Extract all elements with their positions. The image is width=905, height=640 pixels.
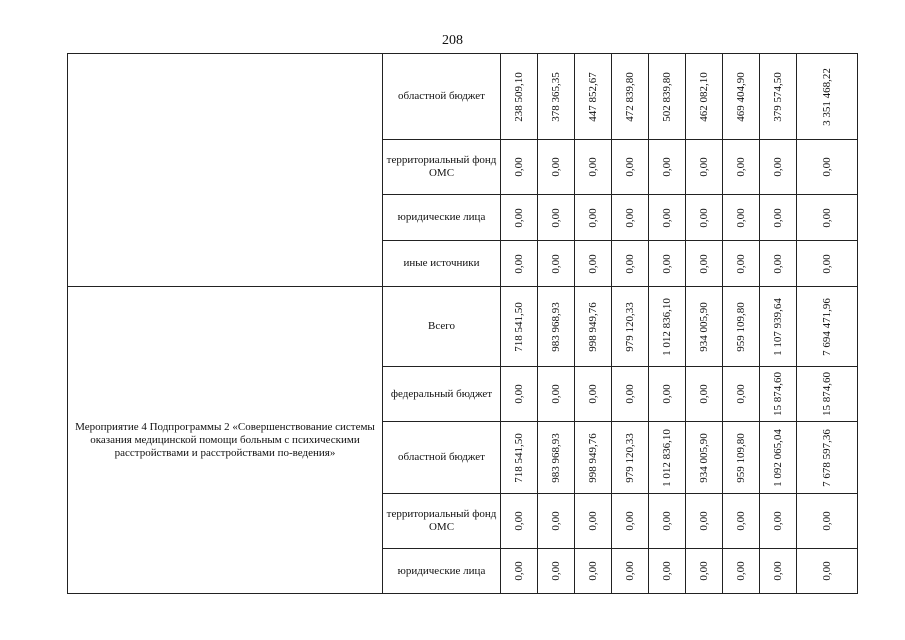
value-cell: [538, 140, 575, 195]
value-text: 718 541,50: [513, 432, 525, 483]
event-name-cell: [68, 54, 383, 287]
value-text: 0,00: [624, 511, 636, 531]
value-cell: [760, 422, 797, 494]
value-cell: [649, 54, 686, 140]
value-text: 0,00: [698, 253, 710, 274]
value-cell: [538, 287, 575, 367]
value-cell: [760, 54, 797, 140]
value-cell: [760, 494, 797, 549]
value-text: 238 509,10: [513, 71, 525, 122]
value-cell: [575, 494, 612, 549]
value-cell: [686, 494, 723, 549]
value-cell: [723, 195, 760, 241]
value-text: 7 694 471,96: [821, 297, 833, 356]
value-cell: [797, 549, 858, 594]
value-text: 447 852,67: [587, 71, 599, 122]
value-cell: [797, 140, 858, 195]
value-text: 959 109,80: [735, 301, 747, 352]
value-text: 0,00: [513, 384, 525, 404]
value-text: 0,00: [698, 511, 710, 531]
value-text: 462 082,10: [698, 71, 710, 122]
value-text: 1 107 939,64: [772, 297, 784, 356]
value-text: 0,00: [587, 561, 599, 581]
value-cell: [649, 549, 686, 594]
value-text: 0,00: [772, 157, 784, 177]
value-text: 0,00: [772, 561, 784, 581]
value-cell: [797, 287, 858, 367]
value-cell: [501, 54, 538, 140]
value-cell: [760, 140, 797, 195]
value-text: 0,00: [772, 253, 784, 274]
value-text: 934 005,90: [698, 301, 710, 352]
value-text: 718 541,50: [513, 301, 525, 352]
value-cell: [612, 54, 649, 140]
value-text: 0,00: [550, 561, 562, 581]
value-cell: [612, 140, 649, 195]
value-text: 0,00: [513, 157, 525, 177]
value-text: 0,00: [661, 207, 673, 228]
value-cell: [612, 549, 649, 594]
value-cell: [575, 549, 612, 594]
value-cell: [649, 140, 686, 195]
value-cell: [649, 494, 686, 549]
value-text: 0,00: [698, 561, 710, 581]
value-text: 0,00: [661, 253, 673, 274]
value-text: 0,00: [624, 253, 636, 274]
funding-source-cell: юридические лица: [383, 195, 501, 241]
value-text: 502 839,80: [661, 71, 673, 122]
value-text: 983 968,93: [550, 432, 562, 483]
value-cell: [686, 195, 723, 241]
value-text: 0,00: [587, 253, 599, 274]
value-text: 15 874,60: [821, 372, 833, 416]
value-text: 0,00: [624, 384, 636, 404]
value-text: 0,00: [735, 253, 747, 274]
value-text: 0,00: [735, 207, 747, 228]
value-cell: [760, 549, 797, 594]
value-cell: [575, 195, 612, 241]
value-cell: [501, 287, 538, 367]
value-text: 0,00: [821, 207, 833, 228]
value-cell: [649, 195, 686, 241]
value-cell: [538, 549, 575, 594]
value-text: 0,00: [550, 384, 562, 404]
value-cell: [649, 422, 686, 494]
funding-source-cell: иные источники: [383, 241, 501, 287]
value-cell: [760, 287, 797, 367]
value-text: 469 404,90: [735, 71, 747, 122]
value-cell: [501, 195, 538, 241]
value-cell: [501, 549, 538, 594]
event-name-cell: Мероприятие 4 Подпрограммы 2 «Совершенствование системы оказания медицинской помощи больным с психическими расстройствами и расстройствами по-ведения»: [68, 287, 383, 594]
value-text: 0,00: [661, 511, 673, 531]
value-cell: [797, 422, 858, 494]
value-text: 0,00: [772, 207, 784, 228]
value-text: 0,00: [661, 561, 673, 581]
value-cell: [760, 367, 797, 422]
value-cell: [649, 241, 686, 287]
value-text: 379 574,50: [772, 71, 784, 122]
value-text: 1 012 836,10: [661, 297, 673, 356]
value-cell: [501, 140, 538, 195]
value-cell: [723, 140, 760, 195]
value-cell: [538, 494, 575, 549]
value-text: 0,00: [513, 561, 525, 581]
value-cell: [538, 54, 575, 140]
value-text: 0,00: [624, 561, 636, 581]
value-cell: [575, 54, 612, 140]
value-cell: [686, 54, 723, 140]
value-cell: [612, 287, 649, 367]
value-text: 3 351 468,22: [821, 67, 833, 126]
funding-source-cell: территориальный фонд ОМС: [383, 494, 501, 549]
value-text: 0,00: [821, 511, 833, 531]
value-text: 0,00: [587, 157, 599, 177]
value-text: 0,00: [735, 384, 747, 404]
value-cell: [723, 549, 760, 594]
value-text: 472 839,80: [624, 71, 636, 122]
value-cell: [501, 241, 538, 287]
value-text: 7 678 597,36: [821, 428, 833, 487]
funding-source-cell: федеральный бюджет: [383, 367, 501, 422]
value-text: 0,00: [587, 511, 599, 531]
table-row: [68, 54, 858, 140]
value-cell: [612, 422, 649, 494]
value-cell: [538, 195, 575, 241]
value-cell: [612, 195, 649, 241]
table-row: [68, 287, 858, 367]
value-text: 0,00: [698, 384, 710, 404]
value-text: 979 120,33: [624, 432, 636, 483]
value-text: 998 949,76: [587, 432, 599, 483]
value-cell: [686, 549, 723, 594]
budget-table-body: [68, 54, 858, 594]
value-text: 0,00: [624, 207, 636, 228]
value-text: 0,00: [661, 157, 673, 177]
value-cell: [723, 367, 760, 422]
value-cell: [760, 195, 797, 241]
funding-source-cell: территориальный фонд ОМС: [383, 140, 501, 195]
value-cell: [797, 367, 858, 422]
value-text: 0,00: [550, 157, 562, 177]
value-text: 959 109,80: [735, 432, 747, 483]
value-text: 0,00: [550, 511, 562, 531]
value-cell: [723, 54, 760, 140]
funding-source-cell: областной бюджет: [383, 422, 501, 494]
value-cell: [501, 422, 538, 494]
value-text: 0,00: [513, 207, 525, 228]
value-text: 0,00: [661, 384, 673, 404]
value-cell: [797, 241, 858, 287]
value-cell: [686, 241, 723, 287]
value-cell: [612, 494, 649, 549]
value-text: 983 968,93: [550, 301, 562, 352]
value-text: 0,00: [550, 253, 562, 274]
value-cell: [575, 140, 612, 195]
value-text: 1 012 836,10: [661, 428, 673, 487]
value-text: 0,00: [624, 157, 636, 177]
value-text: 0,00: [772, 511, 784, 531]
value-cell: [797, 54, 858, 140]
value-text: 0,00: [513, 511, 525, 531]
value-text: 0,00: [821, 157, 833, 177]
value-cell: [723, 241, 760, 287]
value-cell: [575, 287, 612, 367]
value-cell: [538, 367, 575, 422]
value-cell: [612, 367, 649, 422]
value-cell: [686, 140, 723, 195]
value-cell: [723, 422, 760, 494]
value-cell: [723, 287, 760, 367]
value-cell: [649, 367, 686, 422]
value-cell: [760, 241, 797, 287]
value-text: 15 874,60: [772, 372, 784, 416]
value-text: 0,00: [587, 207, 599, 228]
value-cell: [649, 287, 686, 367]
value-text: 998 949,76: [587, 301, 599, 352]
funding-source-cell: Всего: [383, 287, 501, 367]
value-cell: [538, 241, 575, 287]
value-cell: [575, 241, 612, 287]
value-text: 979 120,33: [624, 301, 636, 352]
value-text: 0,00: [698, 157, 710, 177]
funding-source-cell: юридические лица: [383, 549, 501, 594]
value-cell: [501, 494, 538, 549]
value-cell: [686, 367, 723, 422]
value-text: 0,00: [513, 253, 525, 274]
value-text: 378 365,35: [550, 71, 562, 122]
value-cell: [501, 367, 538, 422]
value-text: 0,00: [735, 511, 747, 531]
value-cell: [686, 287, 723, 367]
page-number: 208: [442, 33, 463, 48]
value-cell: [575, 367, 612, 422]
value-cell: [797, 494, 858, 549]
value-text: 0,00: [587, 384, 599, 404]
value-cell: [797, 195, 858, 241]
value-text: 0,00: [821, 561, 833, 581]
value-text: 0,00: [735, 157, 747, 177]
value-cell: [612, 241, 649, 287]
funding-source-cell: областной бюджет: [383, 54, 501, 140]
value-text: 0,00: [735, 561, 747, 581]
value-cell: [538, 422, 575, 494]
value-cell: [575, 422, 612, 494]
value-cell: [723, 494, 760, 549]
value-text: 0,00: [550, 207, 562, 228]
value-text: 0,00: [698, 207, 710, 228]
value-text: 1 092 065,04: [772, 428, 784, 487]
value-text: 0,00: [821, 253, 833, 274]
value-text: 934 005,90: [698, 432, 710, 483]
budget-table: [67, 53, 858, 594]
value-cell: [686, 422, 723, 494]
